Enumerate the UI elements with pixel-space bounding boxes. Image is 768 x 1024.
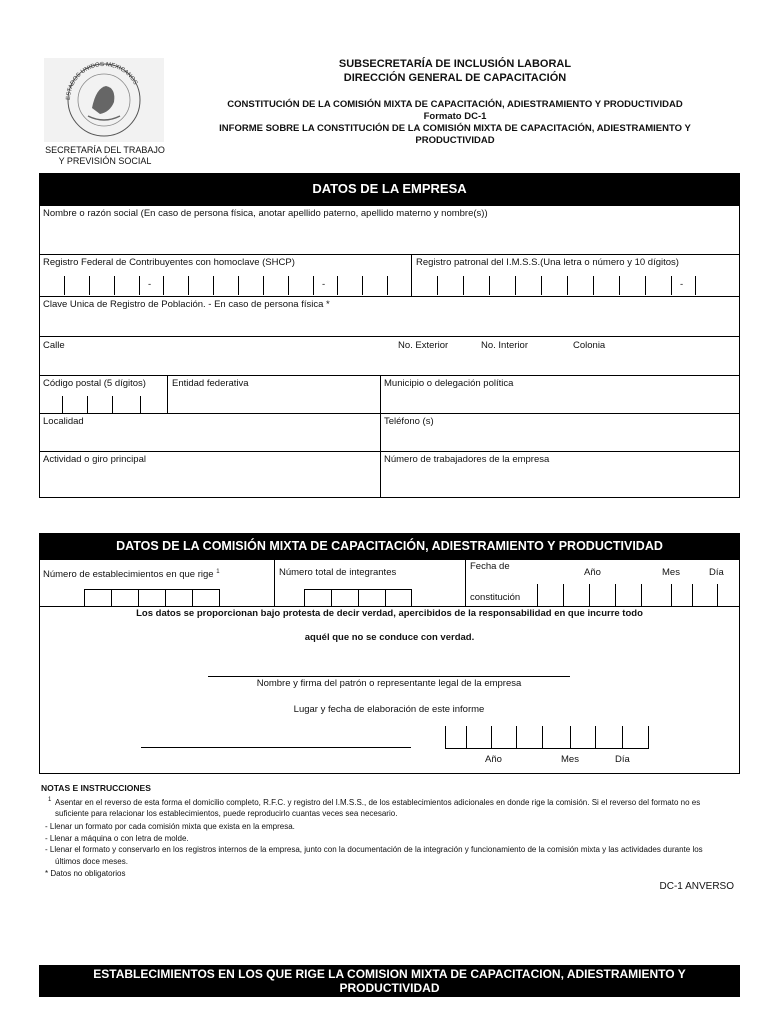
municipio-label: Municipio o delegación política [384, 378, 514, 389]
firma-line[interactable] [208, 676, 570, 677]
cp-label: Código postal (5 dígitos) [43, 378, 146, 389]
lugar-label: Lugar y fecha de elaboración de este informe [293, 704, 485, 715]
agency-name [36, 145, 174, 167]
agency-line1: SECRETARÍA DEL TRABAJO [45, 145, 165, 155]
elab-mes-label: Mes [561, 754, 579, 765]
rfc-field[interactable] [40, 275, 410, 296]
entidad-label: Entidad federativa [172, 378, 249, 389]
constitucion-title: CONSTITUCIÓN DE LA COMISIÓN MIXTA DE CAPACITACIÓN, ADIESTRAMIENTO Y PRODUCTIVIDAD [227, 99, 683, 110]
nombre-label: Nombre o razón social (En caso de persona física, anotar apellido paterno, apellido materno y nombre(s)) [43, 208, 488, 219]
note-ref-1: 1 [216, 569, 220, 575]
note-4b: últimos doce meses. [55, 857, 128, 866]
num-establecimientos-label [43, 567, 220, 580]
note-4a: - Llenar el formato y conservarlo en los registros internos de la empresa, junto con la documentación de la integración y funcionamiento de la comisión mixta y las actividades durante los [45, 845, 703, 854]
localidad-label: Localidad [43, 416, 84, 427]
note-1b: suficiente para relacionar los establecimientos, puede reproducirlo cuantas veces sea necesario. [55, 809, 398, 818]
establecimientos-title-line2: PRODUCTIVIDAD [339, 981, 440, 995]
note-2: - Llenar un formato por cada comisión mixta que exista en la empresa. [45, 822, 295, 831]
actividad-field[interactable] [40, 466, 379, 497]
num-establecimientos-field[interactable] [84, 589, 220, 607]
colonia-label: Colonia [573, 340, 606, 351]
note-5: * Datos no obligatorios [45, 869, 126, 878]
rfc-dash: - [148, 279, 152, 290]
num-trabajadores-label: Número de trabajadores de la empresa [384, 454, 550, 465]
imss-dash: - [680, 279, 684, 290]
rfc-dash-2: - [322, 279, 326, 290]
firma-label: Nombre y firma del patrón o representante legal de la empresa [256, 678, 522, 689]
establecimientos-title-line1: ESTABLECIMIENTOS EN LOS QUE RIGE LA COMISION MIXTA DE CAPACITACION, ADIESTRAMIENTO Y [93, 967, 686, 981]
fecha-constitucion-field[interactable] [537, 584, 737, 605]
establecimientos-section-title [39, 965, 740, 997]
mes-label: Mes [662, 567, 680, 578]
elab-dia-label: Día [615, 754, 630, 765]
anio-label: Año [584, 567, 601, 578]
notas-title: NOTAS E INSTRUCCIONES [41, 783, 151, 793]
form-code: DC-1 ANVERSO [659, 881, 734, 892]
empresa-section-title: DATOS DE LA EMPRESA [39, 173, 740, 205]
no-exterior-label: No. Exterior [398, 340, 449, 351]
imss-field[interactable] [412, 275, 739, 296]
dia-label: Día [709, 567, 724, 578]
elab-anio-label: Año [485, 754, 502, 765]
total-integrantes-label: Número total de integrantes [279, 567, 397, 578]
curp-field[interactable] [40, 312, 739, 335]
nombre-field[interactable] [40, 220, 739, 253]
subsecretaria-title: SUBSECRETARÍA DE INCLUSIÓN LABORAL [338, 58, 572, 70]
rfc-label: Registro Federal de Contribuyentes con homoclave (SHCP) [43, 257, 295, 268]
fecha-elaboracion-field[interactable] [445, 726, 649, 749]
direccion-title: DIRECCIÓN GENERAL DE CAPACITACIÓN [343, 72, 567, 84]
protesta-line1: Los datos se proporcionan bajo protesta de decir verdad, apercibidos de la responsabilidad en que incurre todo [136, 608, 643, 619]
note-1a: Asentar en el reverso de esta forma el domicilio completo, R.F.C. y registro del I.M.S.S., de los establecimientos adicionales en donde rige la comisión. Si el reverso del formato no es [55, 798, 701, 807]
calle-label: Calle [43, 340, 65, 351]
agency-line2: Y PREVISIÓN SOCIAL [58, 156, 152, 166]
actividad-label: Actividad o giro principal [43, 454, 146, 465]
informe-title: INFORME SOBRE LA CONSTITUCIÓN DE LA COMISIÓN MIXTA DE CAPACITACIÓN, ADIESTRAMIENTO Y PRODUCTIVIDAD [219, 123, 691, 146]
lugar-line[interactable] [141, 747, 411, 748]
telefono-field[interactable] [381, 428, 739, 450]
constitucion-label: constitución [470, 592, 521, 603]
seal-text: ESTADOS UNIDOS MEXICANOS [65, 61, 139, 101]
note-3: - Llenar a máquina o con letra de molde. [45, 834, 189, 843]
municipio-field[interactable] [381, 390, 739, 412]
no-interior-label: No. Interior [481, 340, 528, 351]
comision-section-title: DATOS DE LA COMISIÓN MIXTA DE CAPACITACIÓN, ADIESTRAMIENTO Y PRODUCTIVIDAD [39, 533, 740, 559]
formato-label: Formato DC-1 [423, 111, 487, 122]
protesta-line2: aquél que no se conduce con verdad. [304, 632, 475, 643]
note-1-sup: 1 [48, 797, 52, 803]
fecha-label: Fecha de [470, 561, 510, 572]
telefono-label: Teléfono (s) [384, 416, 434, 427]
imss-label: Registro patronal del I.M.S.S.(Una letra o número y 10 dígitos) [416, 257, 679, 268]
government-seal [44, 58, 164, 142]
entidad-field[interactable] [168, 390, 379, 412]
num-establecimientos-text: Número de establecimientos en que rige [43, 569, 214, 581]
domicilio-field[interactable] [40, 352, 739, 374]
localidad-field[interactable] [40, 428, 379, 450]
num-trabajadores-field[interactable] [381, 466, 739, 497]
curp-label: Clave Unica de Registro de Población. - En caso de persona física * [43, 299, 330, 310]
note-1-ref [48, 795, 51, 808]
cp-field[interactable] [40, 394, 166, 412]
